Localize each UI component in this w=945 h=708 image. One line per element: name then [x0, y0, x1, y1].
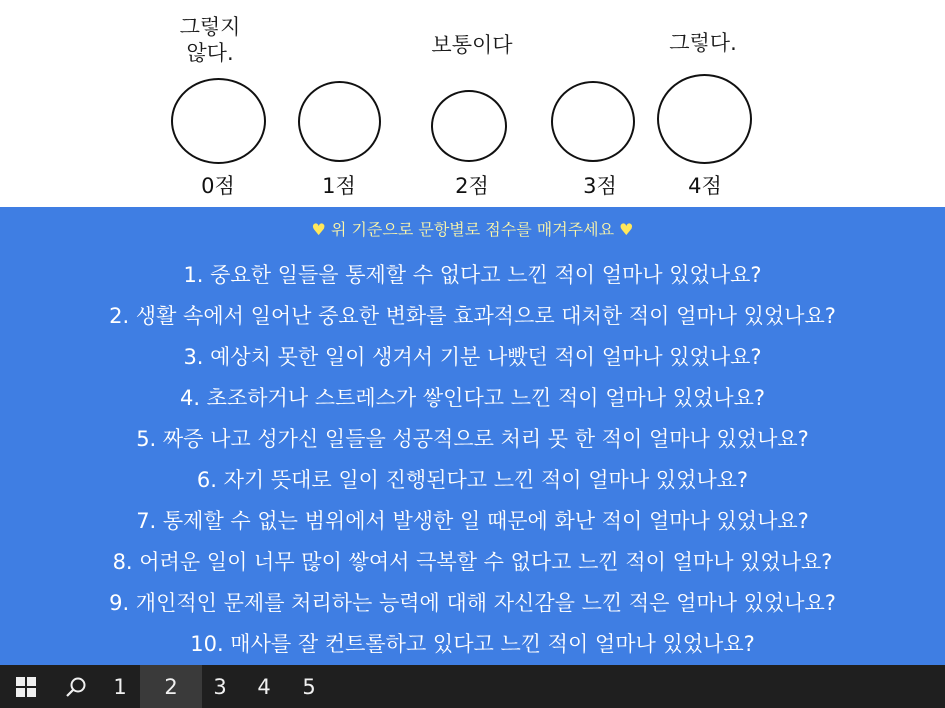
question-8: 8. 어려운 일이 너무 많이 쌓여서 극복할 수 없다고 느낀 적이 얼마나 있었나요? [112, 550, 833, 574]
scale-anchor-agree: 그렇다. [669, 31, 737, 55]
question-2: 2. 생활 속에서 일어난 중요한 변화를 효과적으로 대처한 적이 얼마나 있었나요? [109, 304, 836, 328]
scale-anchor-neutral: 보통이다 [431, 33, 513, 57]
score-label-1: 1점 [322, 174, 356, 198]
windows-logo-icon[interactable] [6, 665, 46, 708]
instruction-line [0, 217, 945, 240]
rating-circle-2[interactable] [431, 90, 507, 162]
score-label-2: 2점 [455, 174, 489, 198]
page-button-2[interactable]: 2 [140, 665, 202, 708]
question-5: 5. 짜증 나고 성가신 일들을 성공적으로 처리 못 한 적이 얼마나 있었나요? [136, 427, 809, 451]
rating-circle-1[interactable] [298, 81, 381, 162]
page-button-1[interactable]: 1 [113, 674, 127, 699]
scale-anchor-disagree: 그렇지 않다. [179, 15, 241, 65]
search-icon[interactable] [56, 665, 96, 708]
question-6: 6. 자기 뜻대로 일이 진행된다고 느낀 적이 얼마나 있었나요? [196, 468, 749, 492]
heart-icon: ♥ [619, 220, 634, 239]
page-button-3[interactable]: 3 [213, 674, 227, 699]
score-label-4: 4점 [688, 174, 722, 198]
heart-icon: ♥ [311, 220, 326, 239]
taskbar [0, 665, 945, 708]
instruction-text: 위 기준으로 문항별로 점수를 매겨주세요 [330, 220, 615, 239]
question-9: 9. 개인적인 문제를 처리하는 능력에 대해 자신감을 느낀 적은 얼마나 있었나요? [109, 591, 836, 615]
question-7: 7. 통제할 수 없는 범위에서 발생한 일 때문에 화난 적이 얼마나 있었나요? [136, 509, 809, 533]
rating-circle-3[interactable] [551, 81, 635, 162]
score-label-0: 0점 [201, 174, 235, 198]
question-4: 4. 초조하거나 스트레스가 쌓인다고 느낀 적이 얼마나 있었나요? [179, 386, 766, 410]
score-label-3: 3점 [583, 174, 617, 198]
question-panel [0, 207, 945, 665]
page-button-5[interactable]: 5 [302, 674, 316, 699]
question-3: 3. 예상치 못한 일이 생겨서 기분 나빴던 적이 얼마나 있었나요? [183, 345, 762, 369]
rating-scale [0, 0, 945, 207]
question-10: 10. 매사를 잘 컨트롤하고 있다고 느낀 적이 얼마나 있었나요? [190, 632, 755, 656]
rating-circle-4[interactable] [657, 74, 752, 164]
rating-circle-0[interactable] [171, 78, 266, 164]
page-button-4[interactable]: 4 [257, 674, 271, 699]
question-1: 1. 중요한 일들을 통제할 수 없다고 느낀 적이 얼마나 있었나요? [183, 263, 762, 287]
